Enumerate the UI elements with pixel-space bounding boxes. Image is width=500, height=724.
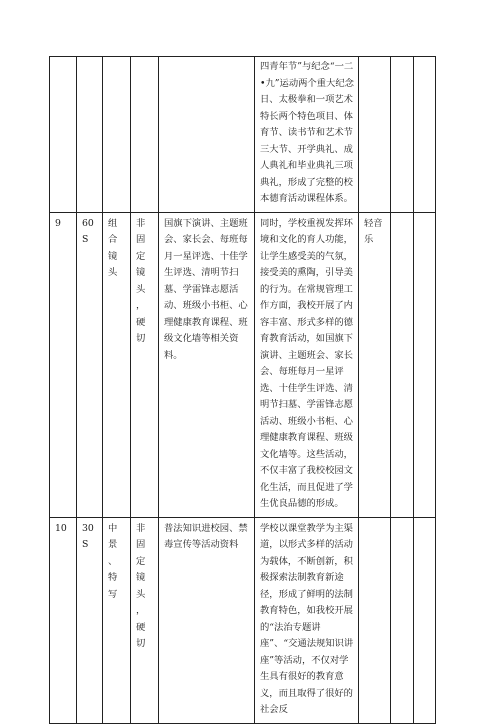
note-cell [414, 517, 436, 723]
duration-cell: 30S [77, 517, 103, 723]
camera-method-cell: 非固定镜头，硬切 [131, 517, 159, 723]
table-row [50, 212, 436, 517]
shot-size-cell [103, 57, 131, 213]
table-row [50, 57, 436, 213]
picture-content-cell [159, 57, 255, 213]
shooting-script-table [49, 56, 436, 724]
note-cell [414, 57, 436, 213]
camera-method-cell: 非固定镜头，硬切 [131, 212, 159, 517]
shot-number-cell [50, 57, 77, 213]
shot-size-cell: 组合镜头 [103, 212, 131, 517]
narration-cell: 学校以课堂教学为主渠道，以形式多样的活动为载体，不断创新，积极探索法制教育新途径，形成了鲜明的法制教育特色，如我校开展的“法治专题讲座”、“交通法规知识讲座”等活动，不仅对学生具有很好的教育意义，而且取得了很好的社会反 [255, 517, 359, 723]
narration-cell: 同时，学校重视发挥环境和文化的育人功能，让学生感受美的气氛，接受美的熏陶，引导美的行为。在常规管理工作方面，我校开展了内容丰富、形式多样的德育教育活动，如国旗下演讲、主题班会、家长会、每班每月一星评选、十佳学生评选、清明节扫墓、学雷锋志愿活动、班级小书柜、心理健康教育课程、班级文化墙等。这些活动，不仅丰富了我校校园文化生活，而且促进了学生优良品德的形成。 [255, 212, 359, 517]
table-row [50, 517, 436, 723]
camera-method-cell [131, 57, 159, 213]
duration-cell: 60S [77, 212, 103, 517]
picture-content-cell: 国旗下演讲、主题班会、家长会、每班每月一星评选、十佳学生评选、清明节扫墓、学雷锋志愿活动、班级小书柜、心理健康教育课程、班级文化墙等相关资料。 [159, 212, 255, 517]
sound-effect-cell [391, 212, 414, 517]
shot-size-cell: 中景、特写 [103, 517, 131, 723]
music-cell: 轻音乐 [359, 212, 391, 517]
note-cell [414, 212, 436, 517]
duration-cell [77, 57, 103, 213]
shot-number-cell: 10 [50, 517, 77, 723]
picture-content-cell: 普法知识进校园、禁毒宣传等活动资料 [159, 517, 255, 723]
narration-cell: 四青年节”与纪念“一二•九”运动两个重大纪念日、太极拳和一项艺术特长两个特色项目、体育节、读书节和艺术节三大节、开学典礼、成人典礼和毕业典礼三项典礼，形成了完整的校本德育活动课程体系。 [255, 57, 359, 213]
music-cell [359, 517, 391, 723]
sound-effect-cell [391, 57, 414, 213]
shot-number-cell: 9 [50, 212, 77, 517]
music-cell [359, 57, 391, 213]
sound-effect-cell [391, 517, 414, 723]
